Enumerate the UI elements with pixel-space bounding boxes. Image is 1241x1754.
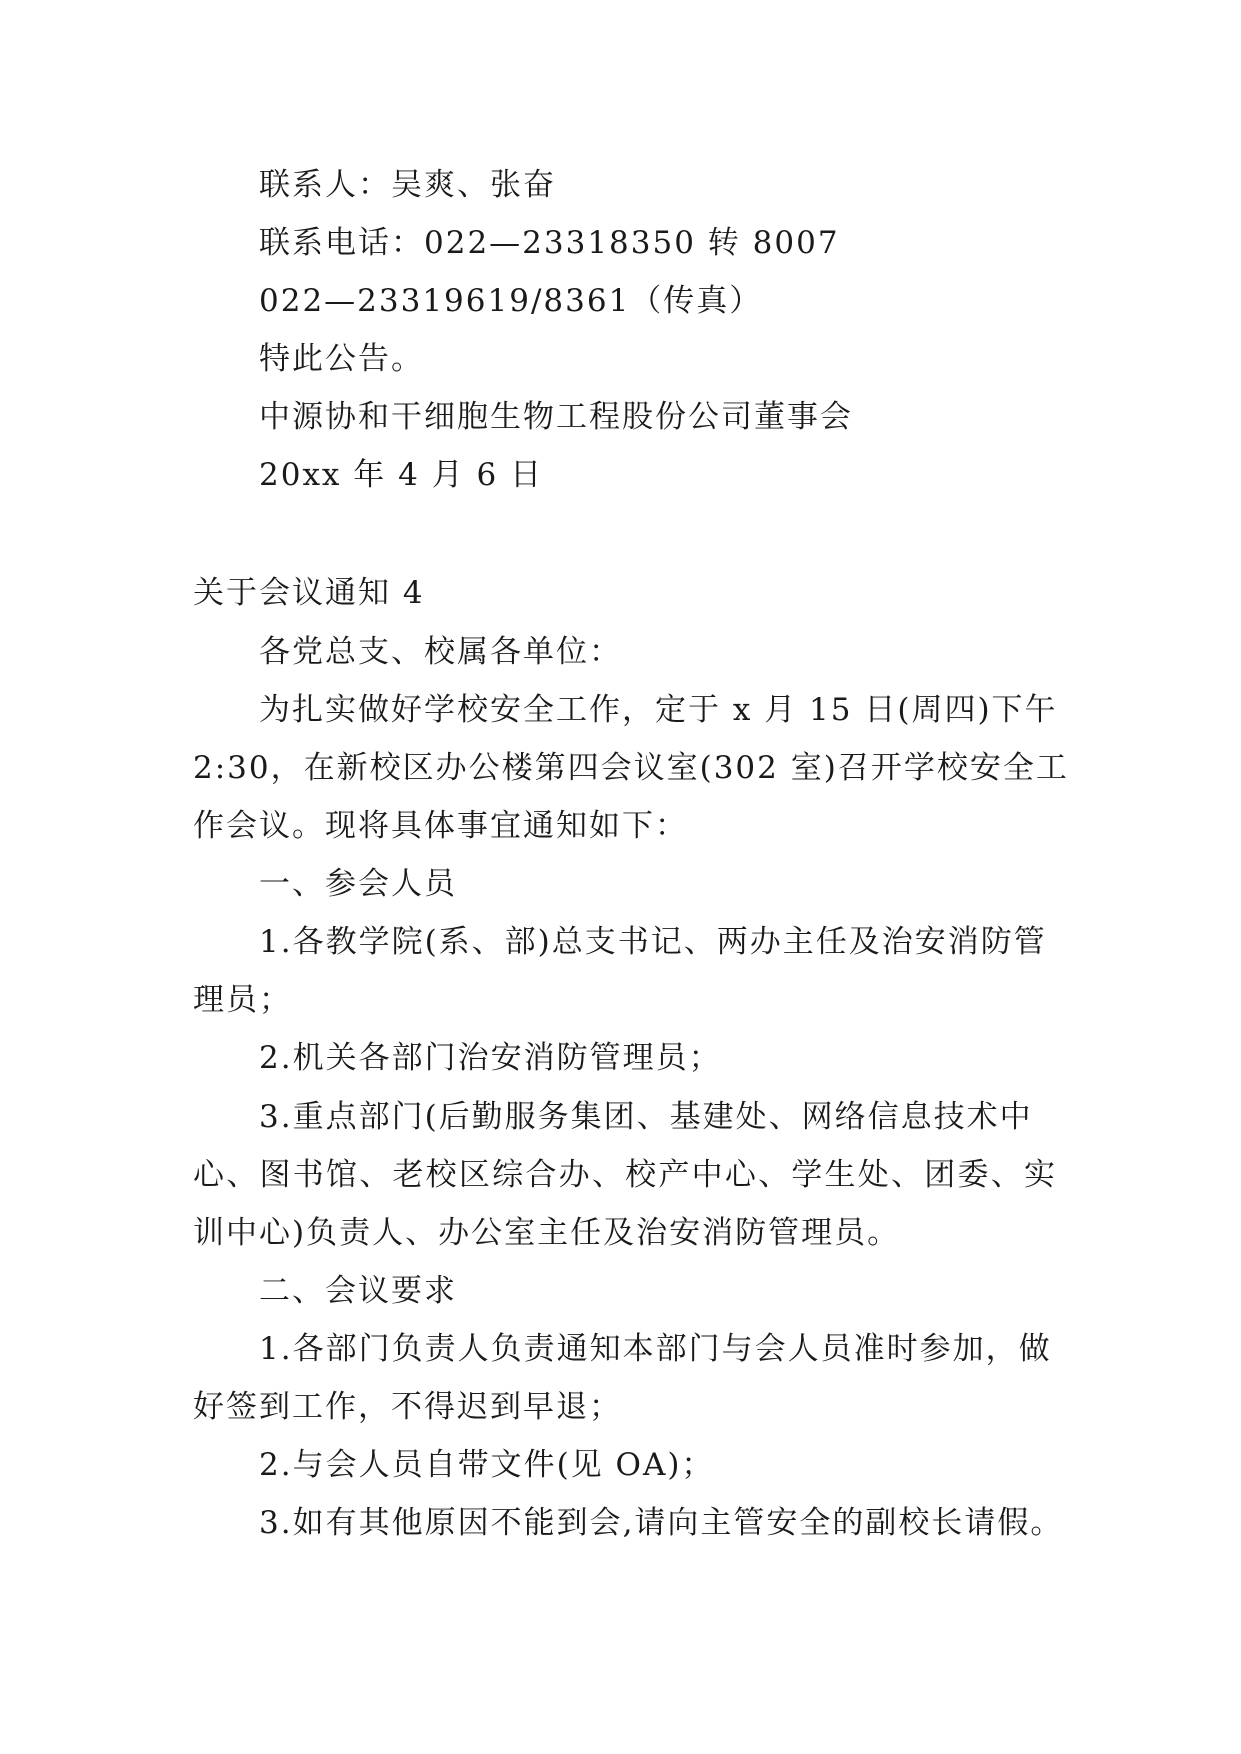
signature-date: 20xx 年 4 月 6 日 — [259, 457, 544, 493]
requirement-item-line: 好签到工作，不得迟到早退； — [193, 1389, 622, 1425]
notice-title: 关于会议通知 4 — [193, 575, 425, 611]
attendee-item-line: 理员； — [193, 982, 292, 1018]
contact-phone: 联系电话：022—23318350 转 8007 — [259, 225, 840, 261]
announcement-text: 特此公告。 — [259, 341, 424, 377]
company-signature: 中源协和干细胞生物工程股份公司董事会 — [259, 399, 853, 435]
section-heading-attendees: 一、参会人员 — [259, 866, 457, 902]
requirement-item-line: 2.与会人员自带文件(见 OA)； — [259, 1447, 715, 1483]
section-heading-requirements: 二、会议要求 — [259, 1273, 457, 1309]
intro-line: 2:30，在新校区办公楼第四会议室(302 室)召开学校安全工 — [193, 750, 1069, 786]
contact-fax: 022—23319619/8361（传真） — [259, 283, 763, 319]
requirement-item-line: 1.各部门负责人负责通知本部门与会人员准时参加，做 — [259, 1331, 1052, 1367]
attendee-item-line: 心、图书馆、老校区综合办、校产中心、学生处、团委、实 — [193, 1157, 1057, 1193]
attendee-item-line: 训中心)负责人、办公室主任及治安消防管理员。 — [193, 1215, 901, 1251]
requirement-item-line: 3.如有其他原因不能到会,请向主管安全的副校长请假。 — [259, 1505, 1064, 1541]
intro-line: 为扎实做好学校安全工作，定于 x 月 15 日(周四)下午 — [259, 692, 1058, 728]
notice-salutation: 各党总支、校属各单位： — [259, 634, 622, 670]
attendee-item-line: 1.各教学院(系、部)总支书记、两办主任及治安消防管 — [259, 924, 1047, 960]
intro-line: 作会议。现将具体事宜通知如下： — [193, 808, 688, 844]
contact-person: 联系人：吴爽、张奋 — [259, 167, 556, 203]
attendee-item-line: 3.重点部门(后勤服务集团、基建处、网络信息技术中 — [259, 1099, 1033, 1135]
attendee-item-line: 2.机关各部门治安消防管理员； — [259, 1040, 722, 1076]
